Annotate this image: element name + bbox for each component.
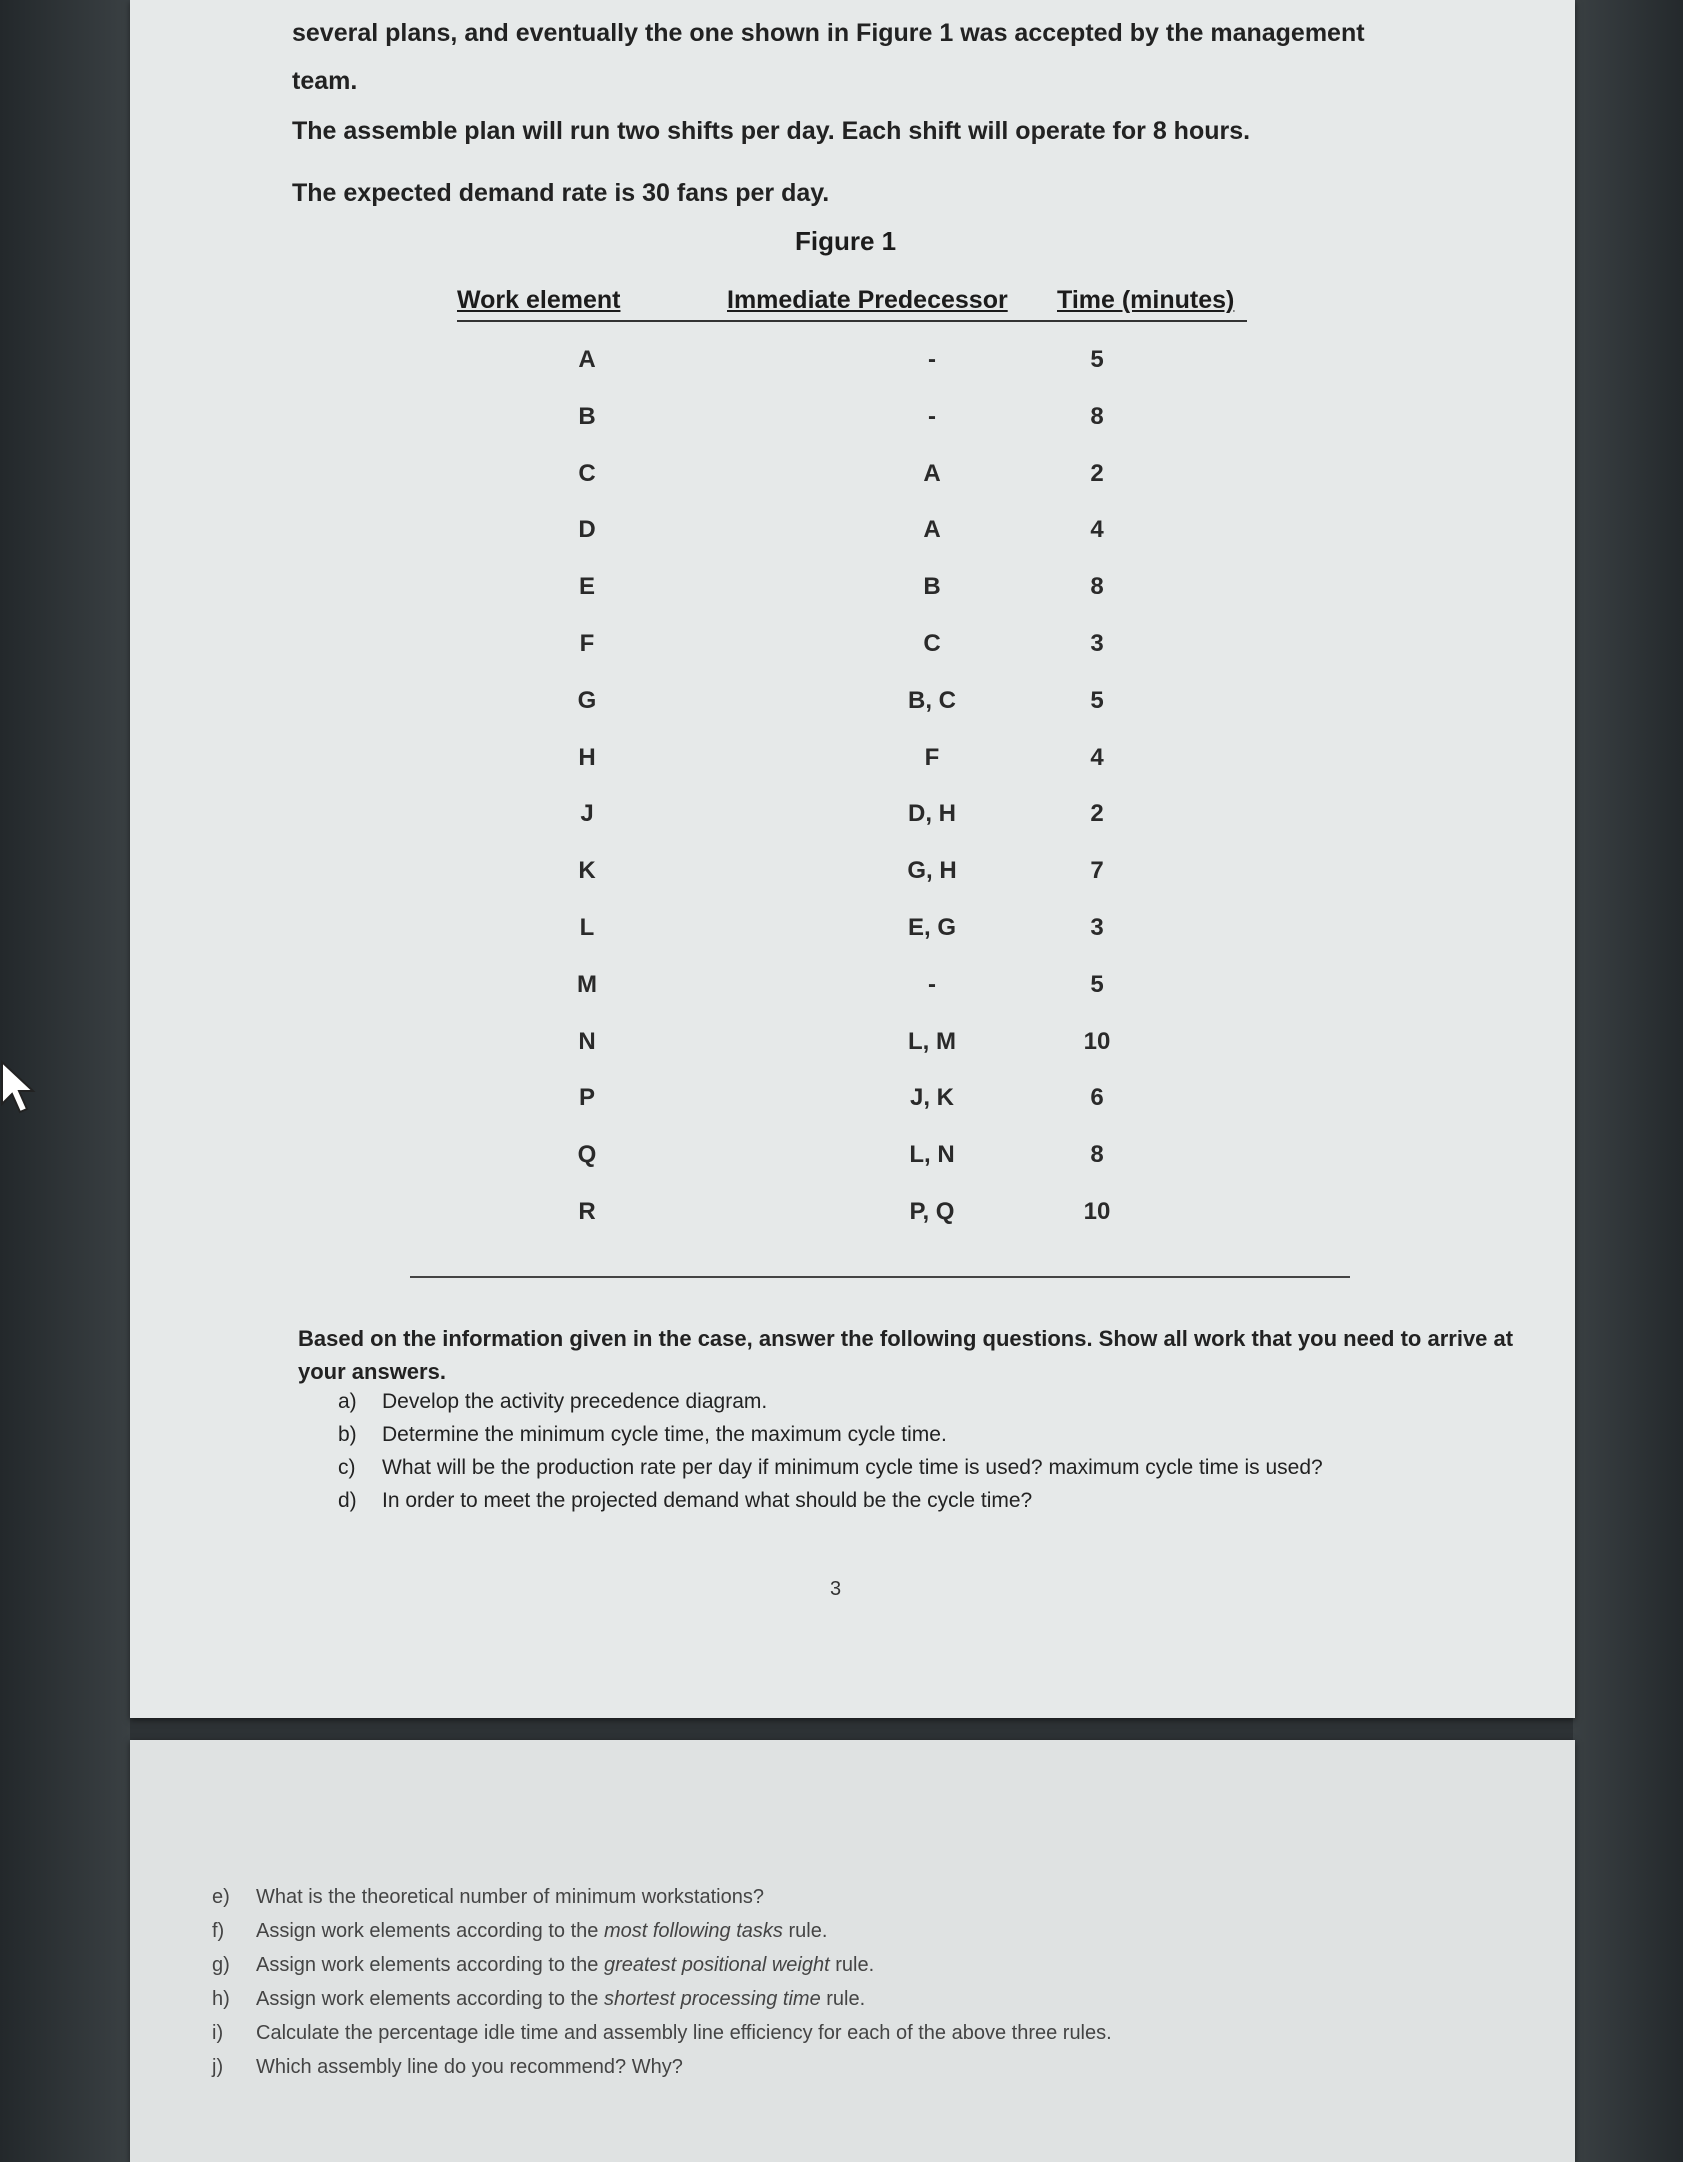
predecessor-cell: A [923,516,941,544]
time-cell: 2 [1090,459,1104,487]
time-cell: 2 [1090,800,1104,828]
predecessor-cell: L, N [909,1141,955,1169]
rule-name: shortest processing time [603,1988,821,2010]
work-element-cell: J [580,800,594,828]
table-row [457,1141,1247,1181]
work-element-cell: H [578,743,596,771]
table-row [457,800,1247,840]
question-text: Calculate the percentage idle time and assembly line efficiency for each of the above three rules. [256,2022,1112,2044]
question-item [212,2016,1412,2050]
predecessor-cell: E, G [907,914,956,941]
work-element-cell: M [577,970,597,998]
question-item [212,1880,1412,1914]
question-label: i) [212,2022,224,2044]
question-text-end: rule. [820,1988,866,2010]
time-cell: 4 [1090,516,1104,544]
time-cell: 3 [1090,914,1104,941]
predecessor-cell: D, H [908,800,956,828]
work-element-cell: C [578,459,596,487]
time-cell: 5 [1090,970,1104,998]
question-item [338,1385,1538,1418]
shifts-sentence: The assemble plan will run two shifts per day. Each shift will operate for 8 hours. [292,117,1251,145]
table-row [457,744,1247,784]
question-list-page-2 [212,1880,1412,2084]
demand-sentence: The expected demand rate is 30 fans per day. [292,179,830,207]
table-row [457,516,1247,556]
table-header [457,282,1247,322]
question-label: h) [212,1988,230,2010]
table-row [457,914,1247,954]
predecessor-cell: J, K [909,1084,954,1112]
question-label: d) [338,1489,357,1512]
predecessor-cell: G, H [907,857,957,885]
question-label: e) [212,1886,230,1908]
time-cell: 8 [1090,573,1104,601]
work-element-cell: B [578,402,596,430]
mouse-cursor-icon [0,1060,40,1120]
question-label: b) [338,1423,357,1446]
page-number: 3 [830,1578,842,1600]
work-element-cell: R [578,1198,596,1225]
question-item [338,1484,1538,1517]
time-cell: 8 [1090,402,1104,430]
rule-name: greatest positional weight [603,1954,830,1976]
work-element-cell: E [578,573,595,601]
header-immediate-predecessor: Immediate Predecessor [727,286,1008,314]
question-text: What is the theoretical number of minimum workstations? [256,1886,764,1908]
predecessor-cell: C [923,630,941,657]
time-cell: 10 [1083,1198,1111,1225]
question-label: f) [212,1920,225,1942]
time-cell: 4 [1090,743,1104,771]
question-item [212,1948,1412,1982]
work-element-cell: N [578,1027,596,1055]
question-text-end: rule. [829,1954,875,1976]
time-cell: 10 [1083,1027,1111,1055]
question-list-page-1 [338,1385,1538,1517]
time-cell: 5 [1090,346,1104,373]
predecessor-cell: P, Q [909,1198,955,1225]
table-row [457,346,1247,386]
table-row [457,1198,1247,1238]
table-row [457,1084,1247,1124]
header-time-minutes: Time (minutes) [1057,286,1235,314]
figure-title: Figure 1 [795,226,897,256]
questions-intro: Based on the information given in the case, answer the following questions. Show all work that you need to arrive at your answers. [298,1326,1514,1384]
work-element-cell: K [578,857,596,885]
desk-background-right [1573,0,1683,2162]
table-row [457,687,1247,727]
question-text: Assign work elements according to the [256,1988,604,2010]
time-cell: 5 [1090,686,1104,714]
time-cell: 7 [1090,857,1104,885]
predecessor-cell: F [924,743,940,771]
table-row [457,857,1247,897]
predecessor-cell: L, M [908,1027,956,1055]
question-text: Assign work elements according to the [256,1920,604,1942]
predecessor-cell: B [923,573,941,601]
question-item [212,1982,1412,2016]
work-element-cell: Q [577,1141,597,1169]
work-element-cell: F [579,630,595,657]
predecessor-cell: - [928,346,936,373]
rule-name: most following tasks [603,1920,783,1942]
question-label: j) [212,2056,224,2078]
question-text: Which assembly line do you recommend? Why? [256,2056,683,2078]
table-row [457,403,1247,443]
table-row [457,630,1247,670]
time-cell: 8 [1090,1141,1104,1169]
work-element-cell: P [578,1084,595,1112]
predecessor-cell: B, C [908,686,956,714]
question-text: Determine the minimum cycle time, the maximum cycle time. [382,1423,947,1446]
table-row [457,1028,1247,1068]
intro-line-2: team. [292,67,358,95]
question-item [212,2050,1412,2084]
predecessor-cell: A [923,459,941,487]
question-label: a) [338,1390,357,1413]
question-text: Assign work elements according to the [256,1954,604,1976]
intro-line-1: several plans, and eventually the one shown in Figure 1 was accepted by the management [292,19,1365,47]
work-element-cell: D [578,516,596,544]
document-page-1 [130,0,1575,1718]
table-row [457,460,1247,500]
section-divider [410,1276,1350,1278]
table-row [457,573,1247,613]
question-item [212,1914,1412,1948]
predecessor-cell: - [928,402,936,430]
work-element-cell: A [578,346,596,373]
question-text: In order to meet the projected demand what should be the cycle time? [382,1489,1033,1512]
question-item [338,1451,1538,1484]
question-text: What will be the production rate per day if minimum cycle time is used? maximum cycle time is used? [382,1456,1323,1479]
work-element-cell: L [579,914,595,941]
work-element-cell: G [577,686,597,714]
question-text: Develop the activity precedence diagram. [382,1390,768,1413]
question-label: c) [338,1456,356,1479]
question-item [338,1418,1538,1451]
time-cell: 6 [1090,1084,1104,1112]
time-cell: 3 [1090,630,1104,657]
question-text-end: rule. [782,1920,828,1942]
table-row [457,971,1247,1011]
question-label: g) [212,1954,230,1976]
predecessor-cell: - [928,970,936,998]
header-work-element: Work element [457,286,621,314]
